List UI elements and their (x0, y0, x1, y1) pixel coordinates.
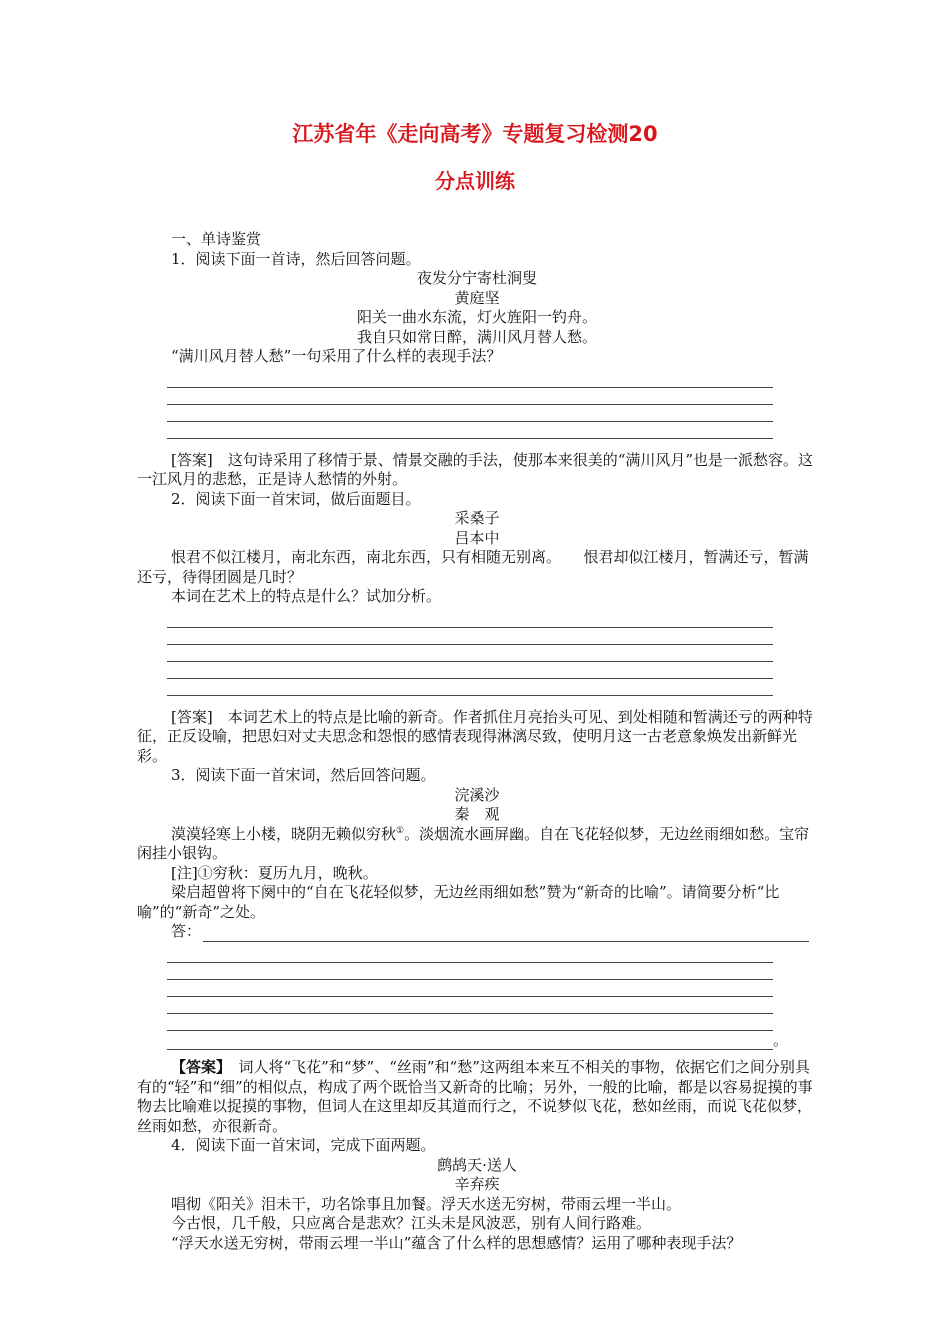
q1-poem-line-1: 阳关一曲水东流，灯火旌阳一钓舟。 (356, 308, 597, 326)
q1-answer: [答案] 这句诗采用了移情于景、情景交融的手法，使那本来很美的“满川风月”也是一派愁容。这一江风月的悲愁，正是诗人愁情的外射。 (137, 450, 814, 488)
footnote-marker: ① (396, 825, 405, 836)
q1-answer-lines[interactable] (167, 371, 773, 439)
q3-answer (137, 1058, 817, 1136)
q4-question: “浮天水送无穷树，带雨云埋一半山”蕴含了什么样的思想感情？运用了哪种表现手法？ (171, 1233, 742, 1252)
document-title: 江苏省年《走向高考》专题复习检测20 (292, 122, 658, 146)
q2-answer-lines[interactable] (167, 611, 773, 696)
q3-answer-lines[interactable] (167, 946, 773, 1031)
q3-poem-body (137, 825, 817, 864)
q2-poem-title: 采桑子 (454, 509, 500, 527)
q3-prompt: 3．阅读下面一首宋词，然后回答问题。 (171, 766, 436, 784)
q3-answer-first-line[interactable] (171, 922, 817, 942)
q3-end-mark: 。 (773, 1030, 789, 1049)
q3-answer-label: 答： (171, 922, 202, 940)
q2-author: 吕本中 (454, 528, 500, 547)
q3-answer-text: 词人将“飞花”和“梦”、“丝雨”和“愁”这两组本来互不相关的事物，依据它们之间分别具有的“轻”和“细”的相似点，构成了两个既恰当又新奇的比喻；另外，一般的比喻，都是以容易捉摸的事物去比喻难以捉摸的事物，但词人在这里却反其道而行之，不说梦似飞花，愁如丝雨，而说飞花似梦，丝雨如愁，亦很新奇。 (137, 1058, 813, 1135)
q2-question: 本词在艺术上的特点是什么？试加分析。 (171, 587, 442, 605)
q4-author: 辛弃疾 (454, 1175, 500, 1193)
q3-poem-body-a: 漠漠轻寒上小楼，晓阴无赖似穷秋 (171, 824, 397, 843)
q3-author: 秦 观 (454, 805, 500, 823)
section-heading: 一、单诗鉴赏 (171, 230, 262, 248)
q3-poem-body-b: 。淡烟流水画屏幽。自在飞花轻似梦，无边丝雨细如愁。宝帘闲挂小银钩。 (137, 824, 810, 862)
q3-note: [注]①穷秋：夏历九月，晚秋。 (171, 863, 378, 882)
q1-prompt: 1．阅读下面一首诗，然后回答问题。 (171, 249, 421, 268)
document-subtitle: 分点训练 (435, 169, 515, 193)
q3-answer-tag: 【答案】 (171, 1058, 224, 1076)
q4-poem-line-2: 今古恨，几千般，只应离合是悲欢？江头未是风波恶，别有人间行路难。 (171, 1214, 652, 1232)
q1-poem-line-2: 我自只如常日醉，满川风月替人愁。 (356, 327, 597, 346)
q1-author: 黄庭坚 (454, 288, 500, 307)
q3-poem-title: 浣溪沙 (454, 785, 500, 804)
q2-poem-body: 恨君不似江楼月，南北东西，南北东西，只有相随无别离。 恨君却似江楼月，暂满还亏，暂满还亏，待得团圆是几时？ (137, 548, 809, 586)
q2-answer: [答案] 本词艺术上的特点是比喻的新奇。作者抓住月亮抬头可见、到处相随和暂满还亏的两种特征，正反设喻，把思妇对丈夫思念和怨恨的感情表现得淋漓尽致，使明月这一古老意象焕发出新鲜光彩。 (137, 707, 813, 765)
q1-question: “满川风月替人愁”一句采用了什么样的表现手法？ (171, 347, 502, 365)
q4-poem-title: 鹧鸪天·送人 (437, 1155, 517, 1174)
q2-prompt: 2．阅读下面一首宋词，做后面题目。 (171, 489, 421, 508)
q4-poem-line-1: 唱彻《阳关》泪未干，功名馀事且加餐。浮天水送无穷树，带雨云埋一半山。 (171, 1194, 682, 1213)
q1-poem-title: 夜发分宁寄杜涧叟 (416, 269, 537, 287)
q4-prompt: 4．阅读下面一首宋词，完成下面两题。 (171, 1136, 436, 1154)
q3-question: 梁启超曾将下阕中的“自在飞花轻似梦，无边丝雨细如愁”赞为“新奇的比喻”。请简要分析“比喻”的“新奇”之处。 (137, 883, 780, 921)
document-body (137, 230, 817, 1253)
q3-answer-last-line[interactable] (167, 1031, 817, 1051)
